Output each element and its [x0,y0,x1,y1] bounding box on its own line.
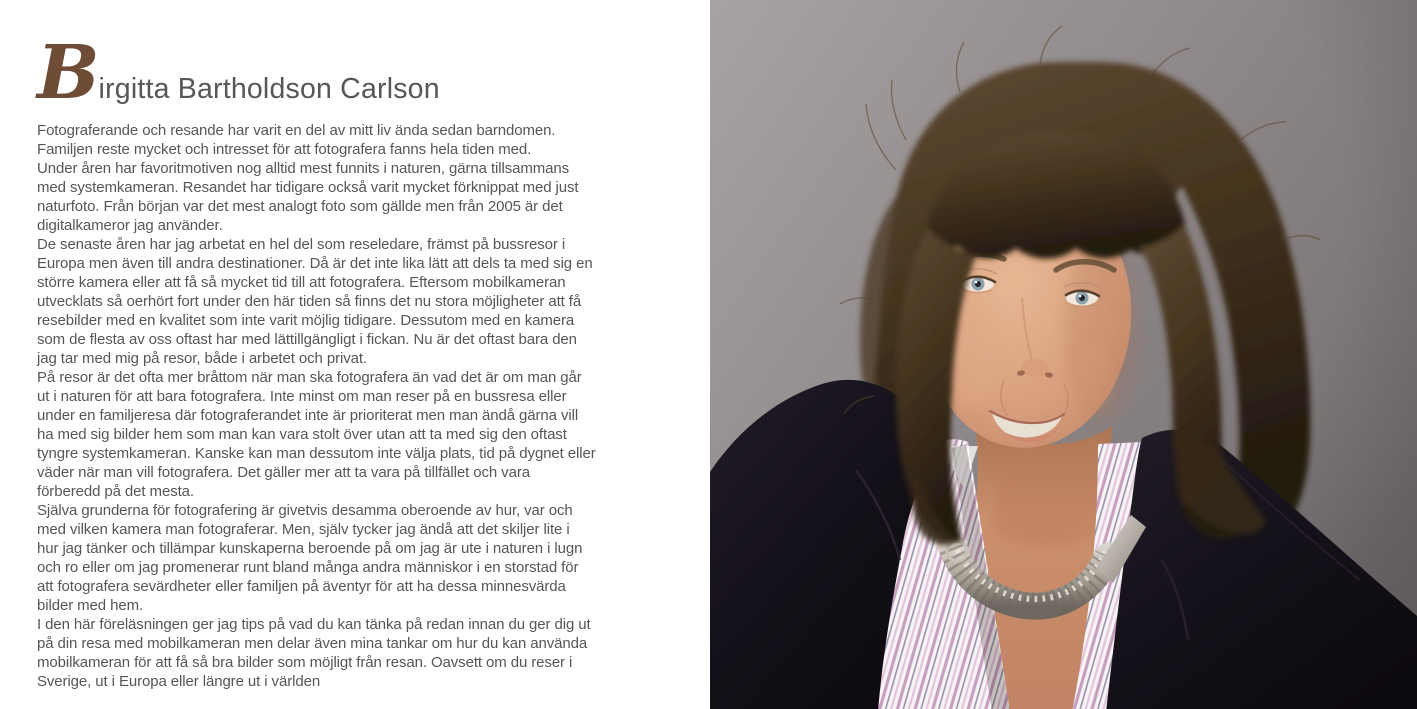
bio-line: Under åren har favoritmotiven nog alltid mest funnits i naturen, gärna tillsammans [37,160,570,177]
bio-line: resebilder med en kvalitet som inte varit möjlig tidigare. Dessutom med en kamera [37,312,575,329]
bio-line: väder när man vill fotografera. Det gäller mer att ta vara på tillfället och vara [37,464,530,481]
bio-line: Sverige, ut i Europa eller längre ut i världen [37,673,321,690]
bio-line: På resor är det ofta mer bråttom när man ska fotografera än vad det är om man går [37,369,582,386]
bio-line: mobilkameran för att få så bra bilder som möjligt från resan. Oavsett om du reser i [37,654,573,671]
bio-line: I den här föreläsningen ger jag tips på vad du kan tänka på redan innan du ger dig ut [37,616,591,633]
bio-line: hur jag tänker och tillämpar kunskaperna beroende på om jag är ute i naturen i lugn [37,540,583,557]
bio-line: bilder med hem. [37,597,144,614]
bio-line: naturfoto. Från början var det mest analogt foto som gällde men från 2005 är det [37,198,563,215]
bio-line: större kamera eller att få så mycket tid till att fotografera. Eftersom mobilkameran [37,274,566,291]
portrait-photo [710,0,1417,709]
bio-line: Familjen reste mycket och intresset för att fotografera fanns hela tiden med. [37,141,532,158]
bio-text [37,121,705,691]
title-text: irgitta Bartholdson Carlson [98,73,440,105]
bio-line: Fotograferande och resande har varit en del av mitt liv ända sedan barndomen. [37,122,556,139]
bio-line: att fotografera sevärdheter eller familjen på äventyr för att ha dessa minnesvärda [37,578,566,595]
bio-line: utvecklats så oerhört fort under den här tiden så finns det nu stora möjligheter att få [37,293,582,310]
bio-line: med vilken kamera man fotograferar. Men, själv tycker jag ändå att det skiljer lite i [37,521,570,538]
bio-line: Europa men även till andra destinationer. Då är det inte lika lätt att dels ta med sig en [37,255,593,272]
title-dropcap: B [37,30,98,116]
portrait-illustration [710,0,1417,709]
bio-line: tyngre systemkameran. Kanske kan man dessutom inte välja plats, tid på dygnet eller [37,445,596,462]
bio-line: som de flesta av oss oftast har med lättillgängligt i fickan. Nu är det oftast bara den [37,331,577,348]
bio-line: ha med sig bilder hem som man kan vara stolt över utan att ta med sig den oftast [37,426,567,443]
bio-line: med systemkameran. Resandet har tidigare också varit mycket förknippat med just [37,179,579,196]
bio-line: De senaste åren har jag arbetat en hel del som reseledare, främst på bussresor i [37,236,566,253]
bio-line: under en familjeresa där fotograferandet inte är prioriterat men man ändå gärna vill [37,407,579,424]
bio-line: och ro eller om jag promenerar runt bland många andra människor i en storstad för [37,559,579,576]
bio-line: ut i naturen för att bara fotografera. Inte minst om man reser på en bussresa eller [37,388,567,405]
bio-line: jag tar med mig på resor, både i arbetet och privat. [37,350,367,367]
bio-line: Själva grunderna för fotografering är givetvis desamma oberoende av hur, var och [37,502,573,519]
bio-line: förberedd på det mesta. [37,483,194,500]
page-title [37,30,440,116]
bio-line: digitalkameror jag använder. [37,217,223,234]
bio-line: på din resa med mobilkameran men delar även mina tankar om hur du kan använda [37,635,588,652]
